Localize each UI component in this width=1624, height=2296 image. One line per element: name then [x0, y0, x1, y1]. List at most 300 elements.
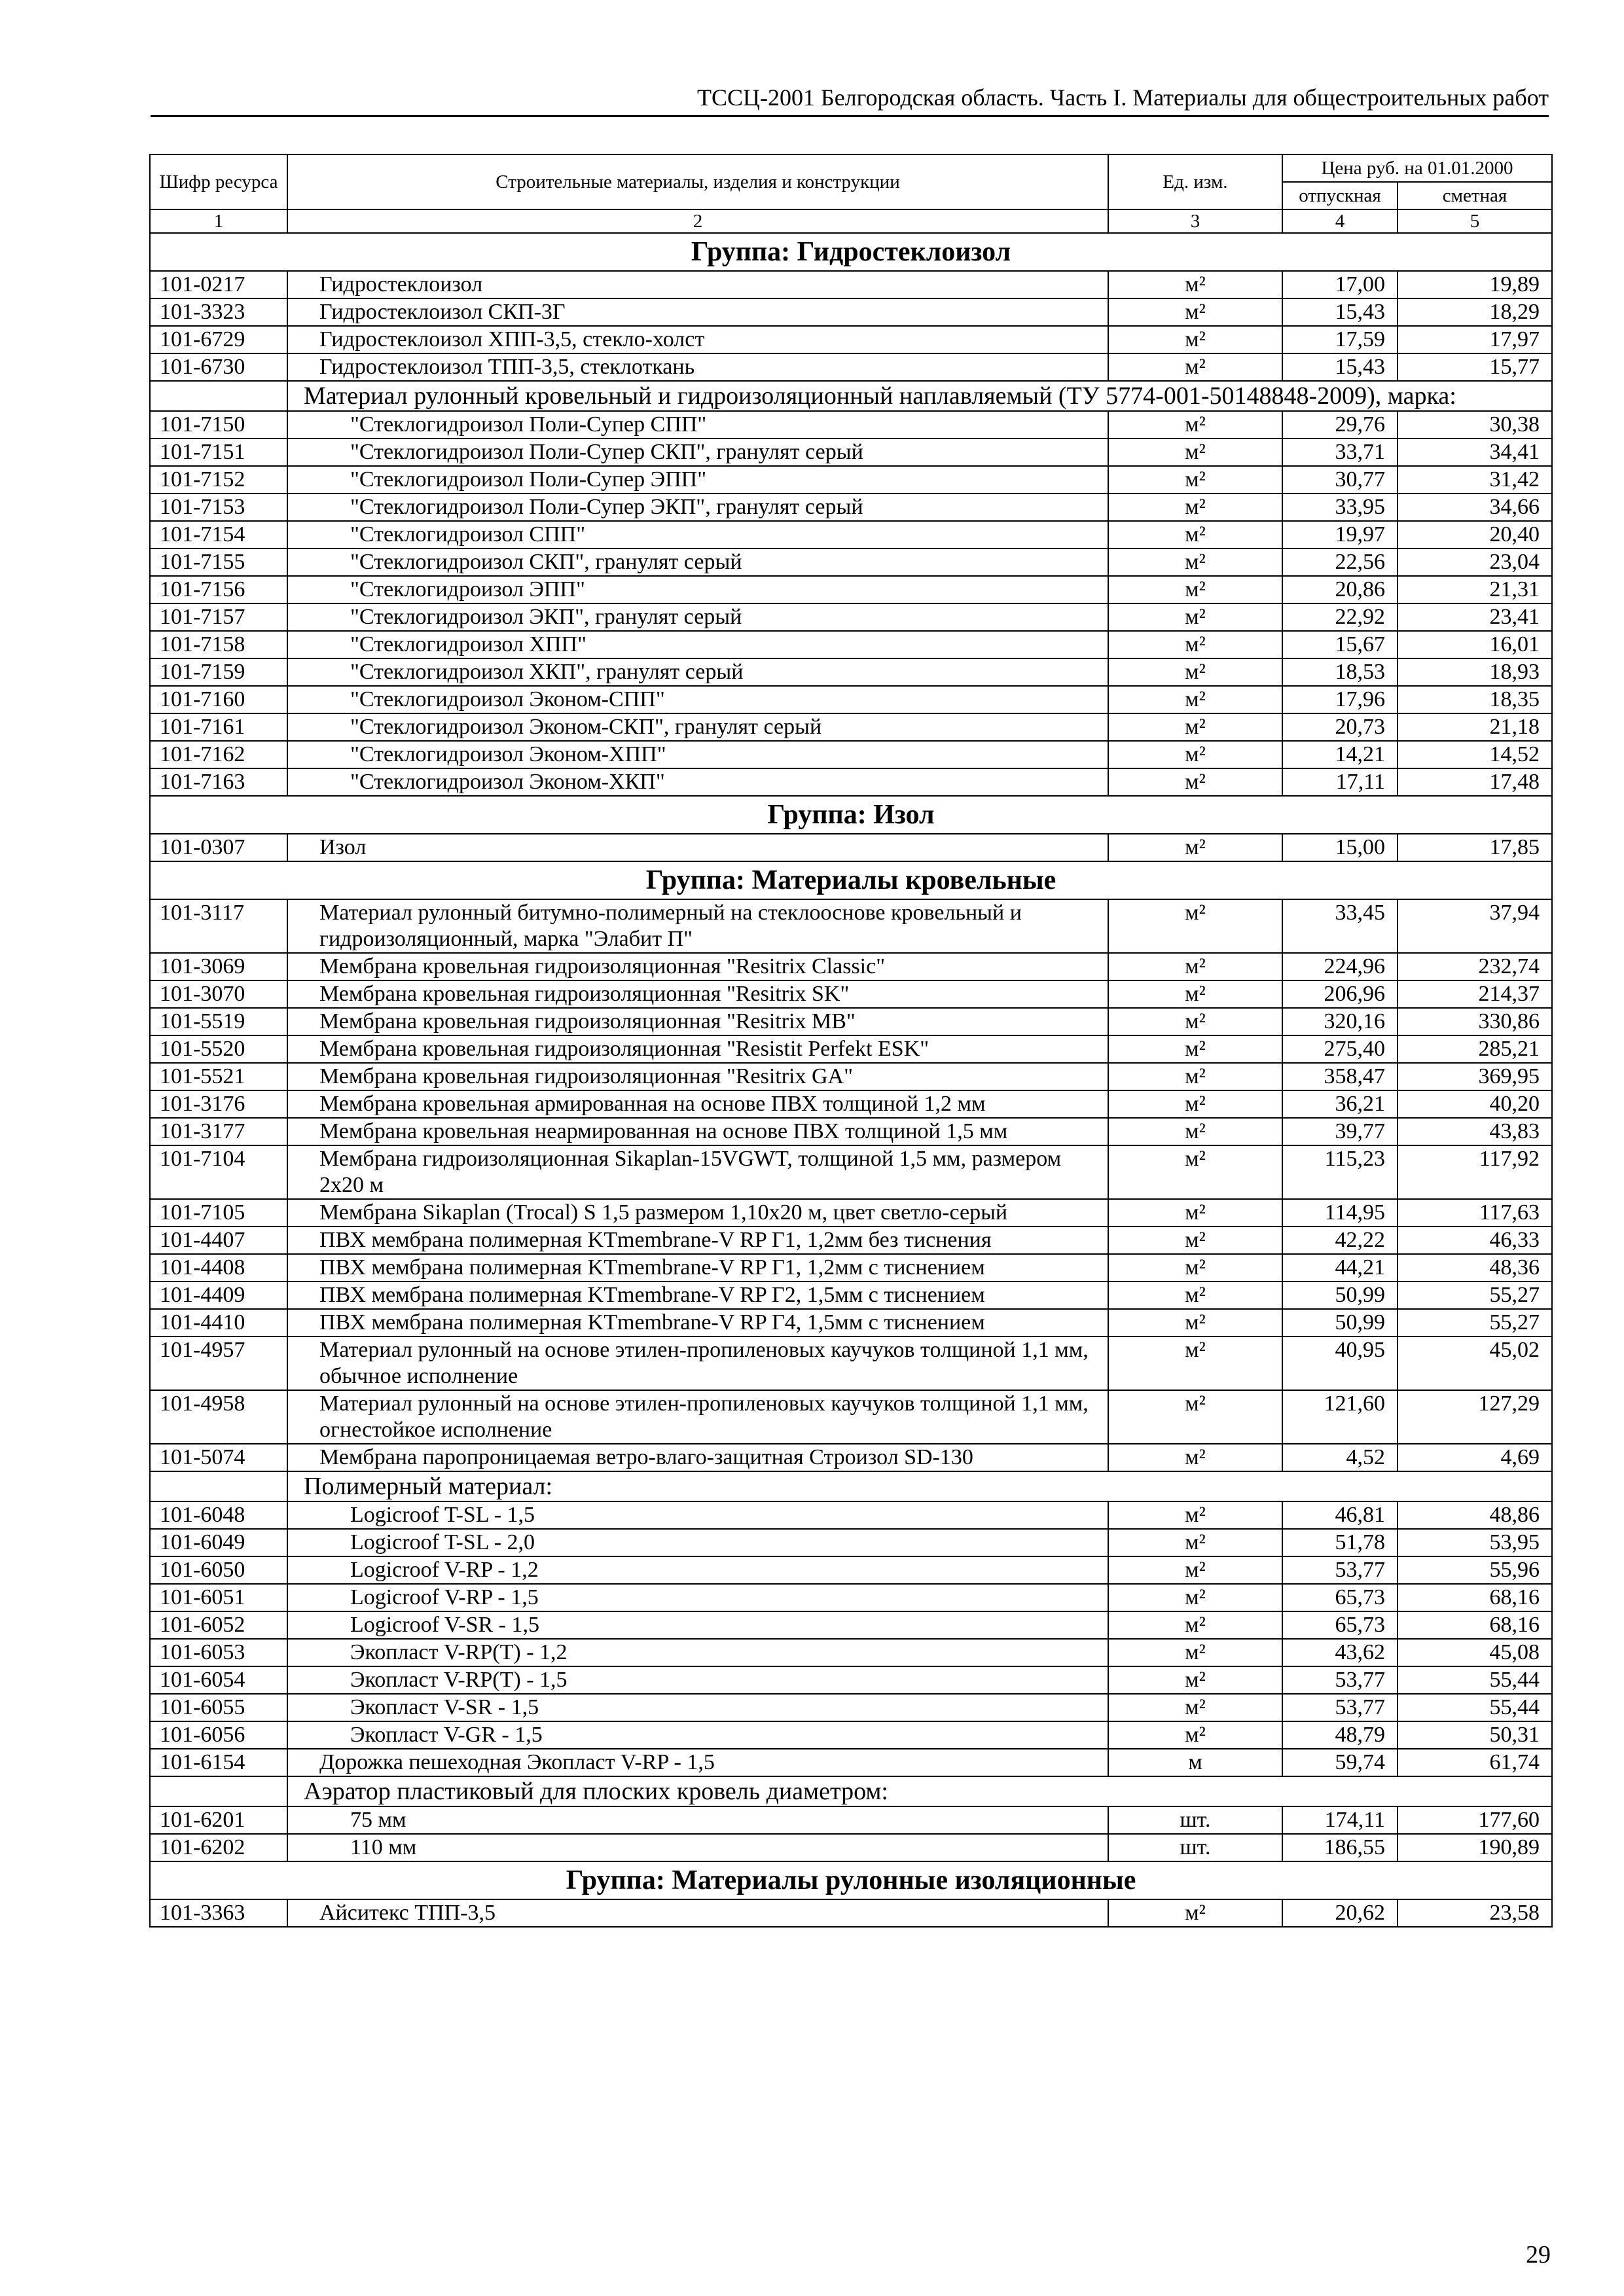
table-row — [150, 1336, 1552, 1390]
material-name: Мембрана кровельная гидроизоляционная "Resistit Perfekt ESK" — [287, 1035, 1108, 1063]
table-row — [150, 1899, 1552, 1927]
release-price: 43,62 — [1282, 1639, 1398, 1666]
table-row — [150, 1806, 1552, 1834]
material-name: Мембрана паропроницаемая ветро-влаго-защитная Строизол SD-130 — [287, 1444, 1108, 1471]
estimate-price: 19,89 — [1398, 271, 1552, 298]
release-price: 206,96 — [1282, 980, 1398, 1008]
unit-of-measure: м² — [1108, 298, 1282, 326]
release-price: 48,79 — [1282, 1721, 1398, 1749]
resource-code: 101-7151 — [150, 439, 287, 466]
estimate-price: 34,66 — [1398, 493, 1552, 521]
material-name: Logicroof V-RP - 1,2 — [287, 1556, 1108, 1584]
unit-of-measure: м² — [1108, 631, 1282, 658]
estimate-price: 117,63 — [1398, 1199, 1552, 1227]
estimate-price: 55,27 — [1398, 1309, 1552, 1336]
col-number: 1 — [150, 209, 287, 233]
estimate-price: 45,02 — [1398, 1336, 1552, 1390]
table-row — [150, 1501, 1552, 1529]
estimate-price: 61,74 — [1398, 1749, 1552, 1776]
estimate-price: 46,33 — [1398, 1227, 1552, 1254]
resource-code: 101-7162 — [150, 741, 287, 768]
resource-code: 101-6729 — [150, 326, 287, 353]
table-row — [150, 899, 1552, 953]
resource-code: 101-5521 — [150, 1063, 287, 1090]
resource-code: 101-6048 — [150, 1501, 287, 1529]
unit-of-measure: м² — [1108, 521, 1282, 548]
unit-of-measure: м — [1108, 1749, 1282, 1776]
release-price: 121,60 — [1282, 1390, 1398, 1444]
unit-of-measure: м² — [1108, 1118, 1282, 1145]
col-header-code: Шифр ресурса — [150, 154, 287, 209]
release-price: 30,77 — [1282, 466, 1398, 493]
table-row — [150, 493, 1552, 521]
material-name: Мембрана кровельная гидроизоляционная "Resitrix MB" — [287, 1008, 1108, 1035]
material-name: Материал рулонный на основе этилен-пропиленовых каучуков толщиной 1,1 мм, обычное исполнение — [287, 1336, 1108, 1390]
subtitle-text: Полимерный материал: — [287, 1471, 1552, 1501]
material-name: "Стеклогидроизол Поли-Супер ЭПП" — [287, 466, 1108, 493]
unit-of-measure: м² — [1108, 1721, 1282, 1749]
subtitle-blank-cell — [150, 1471, 287, 1501]
release-price: 22,92 — [1282, 603, 1398, 631]
material-name: "Стеклогидроизол СПП" — [287, 521, 1108, 548]
material-name: Гидростеклоизол СКП-3Г — [287, 298, 1108, 326]
table-row — [150, 1090, 1552, 1118]
resource-code: 101-4409 — [150, 1282, 287, 1309]
release-price: 65,73 — [1282, 1584, 1398, 1611]
subtitle-row — [150, 1471, 1552, 1501]
unit-of-measure: м² — [1108, 576, 1282, 603]
col-header-name: Строительные материалы, изделия и конструкции — [287, 154, 1108, 209]
unit-of-measure: м² — [1108, 1556, 1282, 1584]
material-name: Logicroof V-SR - 1,5 — [287, 1611, 1108, 1639]
table-row — [150, 631, 1552, 658]
release-price: 50,99 — [1282, 1309, 1398, 1336]
estimate-price: 68,16 — [1398, 1611, 1552, 1639]
estimate-price: 4,69 — [1398, 1444, 1552, 1471]
resource-code: 101-3117 — [150, 899, 287, 953]
unit-of-measure: м² — [1108, 1584, 1282, 1611]
resource-code: 101-4410 — [150, 1309, 287, 1336]
table-row — [150, 1227, 1552, 1254]
estimate-price: 48,36 — [1398, 1254, 1552, 1282]
table-row — [150, 353, 1552, 381]
estimate-price: 232,74 — [1398, 953, 1552, 980]
release-price: 17,96 — [1282, 686, 1398, 713]
resource-code: 101-4408 — [150, 1254, 287, 1282]
material-name: "Стеклогидроизол Поли-Супер ЭКП", гранулят серый — [287, 493, 1108, 521]
release-price: 53,77 — [1282, 1556, 1398, 1584]
table-row — [150, 439, 1552, 466]
unit-of-measure: м² — [1108, 1611, 1282, 1639]
release-price: 174,11 — [1282, 1806, 1398, 1834]
col-number: 3 — [1108, 209, 1282, 233]
estimate-price: 15,77 — [1398, 353, 1552, 381]
unit-of-measure: шт. — [1108, 1834, 1282, 1861]
resource-code: 101-5519 — [150, 1008, 287, 1035]
table-row — [150, 1145, 1552, 1199]
estimate-price: 55,96 — [1398, 1556, 1552, 1584]
estimate-price: 21,18 — [1398, 713, 1552, 741]
material-name: Гидростеклоизол — [287, 271, 1108, 298]
unit-of-measure: шт. — [1108, 1806, 1282, 1834]
estimate-price: 18,29 — [1398, 298, 1552, 326]
material-name: Экопласт V-GR - 1,5 — [287, 1721, 1108, 1749]
estimate-price: 45,08 — [1398, 1639, 1552, 1666]
table-row — [150, 1035, 1552, 1063]
unit-of-measure: м² — [1108, 658, 1282, 686]
estimate-price: 17,85 — [1398, 834, 1552, 861]
estimate-price: 17,48 — [1398, 768, 1552, 796]
estimate-price: 55,44 — [1398, 1666, 1552, 1694]
unit-of-measure: м² — [1108, 1145, 1282, 1199]
resource-code: 101-6730 — [150, 353, 287, 381]
table-row — [150, 1639, 1552, 1666]
resource-code: 101-6201 — [150, 1806, 287, 1834]
table-row — [150, 1118, 1552, 1145]
subtitle-row — [150, 381, 1552, 411]
unit-of-measure: м² — [1108, 1063, 1282, 1090]
release-price: 46,81 — [1282, 1501, 1398, 1529]
estimate-price: 16,01 — [1398, 631, 1552, 658]
group-heading: Группа: Гидростеклоизол — [150, 233, 1552, 271]
release-price: 53,77 — [1282, 1694, 1398, 1721]
release-price: 59,74 — [1282, 1749, 1398, 1776]
table-row — [150, 1529, 1552, 1556]
release-price: 115,23 — [1282, 1145, 1398, 1199]
resource-code: 101-3070 — [150, 980, 287, 1008]
table-row — [150, 686, 1552, 713]
release-price: 33,45 — [1282, 899, 1398, 953]
table-row — [150, 741, 1552, 768]
material-name: Мембрана кровельная гидроизоляционная "Resitrix Classic" — [287, 953, 1108, 980]
unit-of-measure: м² — [1108, 1639, 1282, 1666]
release-price: 4,52 — [1282, 1444, 1398, 1471]
table-row — [150, 1282, 1552, 1309]
table-row — [150, 1254, 1552, 1282]
group-heading-row — [150, 233, 1552, 271]
estimate-price: 214,37 — [1398, 980, 1552, 1008]
release-price: 275,40 — [1282, 1035, 1398, 1063]
estimate-price: 18,93 — [1398, 658, 1552, 686]
resource-code: 101-6051 — [150, 1584, 287, 1611]
material-name: Материал рулонный на основе этилен-пропиленовых каучуков толщиной 1,1 мм, огнестойкое исполнение — [287, 1390, 1108, 1444]
estimate-price: 40,20 — [1398, 1090, 1552, 1118]
material-name: ПВХ мембрана полимерная KTmembrane-V RP Г1, 1,2мм с тиснением — [287, 1254, 1108, 1282]
unit-of-measure: м² — [1108, 834, 1282, 861]
release-price: 29,76 — [1282, 411, 1398, 439]
col-header-price-group: Цена руб. на 01.01.2000 — [1282, 154, 1552, 182]
material-name: "Стеклогидроизол ЭКП", гранулят серый — [287, 603, 1108, 631]
estimate-price: 23,04 — [1398, 548, 1552, 576]
material-name: ПВХ мембрана полимерная KTmembrane-V RP Г4, 1,5мм с тиснением — [287, 1309, 1108, 1336]
estimate-price: 369,95 — [1398, 1063, 1552, 1090]
release-price: 358,47 — [1282, 1063, 1398, 1090]
col-header-price-release: отпускная — [1282, 182, 1398, 209]
release-price: 320,16 — [1282, 1008, 1398, 1035]
material-name: Материал рулонный битумно-полимерный на стеклооснове кровельный и гидроизоляционный, марка "Элабит П" — [287, 899, 1108, 953]
page-header-title: ТССЦ-2001 Белгородская область. Часть I. Материалы для общестроительных работ — [697, 84, 1549, 111]
material-name: ПВХ мембрана полимерная KTmembrane-V RP Г1, 1,2мм без тиснения — [287, 1227, 1108, 1254]
resource-code: 101-3069 — [150, 953, 287, 980]
table-row — [150, 658, 1552, 686]
table-row — [150, 576, 1552, 603]
estimate-price: 31,42 — [1398, 466, 1552, 493]
release-price: 18,53 — [1282, 658, 1398, 686]
material-name: Мембрана кровельная гидроизоляционная "Resitrix GA" — [287, 1063, 1108, 1090]
resource-code: 101-6202 — [150, 1834, 287, 1861]
group-heading: Группа: Материалы кровельные — [150, 861, 1552, 899]
page-header — [151, 82, 1549, 117]
unit-of-measure: м² — [1108, 768, 1282, 796]
table-row — [150, 1309, 1552, 1336]
estimate-price: 23,41 — [1398, 603, 1552, 631]
material-name: ПВХ мембрана полимерная KTmembrane-V RP Г2, 1,5мм с тиснением — [287, 1282, 1108, 1309]
unit-of-measure: м² — [1108, 411, 1282, 439]
material-name: Мембрана Sikaplan (Trocal) S 1,5 размером 1,10х20 м, цвет светло-серый — [287, 1199, 1108, 1227]
table-row — [150, 1556, 1552, 1584]
estimate-price: 50,31 — [1398, 1721, 1552, 1749]
unit-of-measure: м² — [1108, 1282, 1282, 1309]
table-row — [150, 521, 1552, 548]
unit-of-measure: м² — [1108, 1008, 1282, 1035]
release-price: 36,21 — [1282, 1090, 1398, 1118]
resource-code: 101-6049 — [150, 1529, 287, 1556]
material-name: Гидростеклоизол ТПП-3,5, стеклоткань — [287, 353, 1108, 381]
release-price: 17,59 — [1282, 326, 1398, 353]
material-name: Экопласт V-SR - 1,5 — [287, 1694, 1108, 1721]
resource-code: 101-0217 — [150, 271, 287, 298]
col-number: 5 — [1398, 209, 1552, 233]
estimate-price: 177,60 — [1398, 1806, 1552, 1834]
resource-code: 101-4958 — [150, 1390, 287, 1444]
unit-of-measure: м² — [1108, 1694, 1282, 1721]
resource-code: 101-6053 — [150, 1639, 287, 1666]
table-row — [150, 1611, 1552, 1639]
unit-of-measure: м² — [1108, 1899, 1282, 1927]
estimate-price: 30,38 — [1398, 411, 1552, 439]
release-price: 50,99 — [1282, 1282, 1398, 1309]
group-heading-row — [150, 796, 1552, 834]
material-name: Logicroof T-SL - 1,5 — [287, 1501, 1108, 1529]
estimate-price: 18,35 — [1398, 686, 1552, 713]
unit-of-measure: м² — [1108, 686, 1282, 713]
subtitle-text: Материал рулонный кровельный и гидроизоляционный наплавляемый (ТУ 5774-001-50148848-2009), марка: — [287, 381, 1552, 411]
material-name: "Стеклогидроизол Эконом-СКП", гранулят серый — [287, 713, 1108, 741]
table-row — [150, 1694, 1552, 1721]
table-row — [150, 411, 1552, 439]
unit-of-measure: м² — [1108, 1529, 1282, 1556]
resource-code: 101-7104 — [150, 1145, 287, 1199]
estimate-price: 20,40 — [1398, 521, 1552, 548]
resource-code: 101-7160 — [150, 686, 287, 713]
group-heading-row — [150, 861, 1552, 899]
table-row — [150, 768, 1552, 796]
resource-code: 101-7105 — [150, 1199, 287, 1227]
material-name: Мембрана гидроизоляционная Sikaplan-15VGWT, толщиной 1,5 мм, размером 2х20 м — [287, 1145, 1108, 1199]
estimate-price: 23,58 — [1398, 1899, 1552, 1927]
resource-code: 101-4957 — [150, 1336, 287, 1390]
unit-of-measure: м² — [1108, 493, 1282, 521]
group-heading: Группа: Материалы рулонные изоляционные — [150, 1861, 1552, 1899]
release-price: 186,55 — [1282, 1834, 1398, 1861]
release-price: 20,73 — [1282, 713, 1398, 741]
unit-of-measure: м² — [1108, 899, 1282, 953]
material-name: Экопласт V-RP(T) - 1,2 — [287, 1639, 1108, 1666]
material-name: Айситекс ТПП-3,5 — [287, 1899, 1108, 1927]
resource-code: 101-7158 — [150, 631, 287, 658]
release-price: 224,96 — [1282, 953, 1398, 980]
unit-of-measure: м² — [1108, 1336, 1282, 1390]
material-name: Logicroof T-SL - 2,0 — [287, 1529, 1108, 1556]
group-heading-row — [150, 1861, 1552, 1899]
material-name: Мембрана кровельная неармированная на основе ПВХ толщиной 1,5 мм — [287, 1118, 1108, 1145]
material-name: Logicroof V-RP - 1,5 — [287, 1584, 1108, 1611]
subtitle-blank-cell — [150, 381, 287, 411]
unit-of-measure: м² — [1108, 1227, 1282, 1254]
table-row — [150, 1584, 1552, 1611]
price-table-wrapper — [149, 154, 1551, 1928]
table-row — [150, 1390, 1552, 1444]
material-name: "Стеклогидроизол Поли-Супер СКП", гранулят серый — [287, 439, 1108, 466]
resource-code: 101-6154 — [150, 1749, 287, 1776]
estimate-price: 53,95 — [1398, 1529, 1552, 1556]
table-row — [150, 953, 1552, 980]
resource-code: 101-5074 — [150, 1444, 287, 1471]
col-number: 2 — [287, 209, 1108, 233]
estimate-price: 190,89 — [1398, 1834, 1552, 1861]
release-price: 22,56 — [1282, 548, 1398, 576]
unit-of-measure: м² — [1108, 713, 1282, 741]
material-name: "Стеклогидроизол СКП", гранулят серый — [287, 548, 1108, 576]
unit-of-measure: м² — [1108, 1390, 1282, 1444]
subtitle-row — [150, 1776, 1552, 1806]
release-price: 44,21 — [1282, 1254, 1398, 1282]
estimate-price: 37,94 — [1398, 899, 1552, 953]
unit-of-measure: м² — [1108, 1199, 1282, 1227]
resource-code: 101-6054 — [150, 1666, 287, 1694]
table-row — [150, 1666, 1552, 1694]
resource-code: 101-7156 — [150, 576, 287, 603]
unit-of-measure: м² — [1108, 1444, 1282, 1471]
material-name: "Стеклогидроизол Эконом-СПП" — [287, 686, 1108, 713]
release-price: 53,77 — [1282, 1666, 1398, 1694]
resource-code: 101-3176 — [150, 1090, 287, 1118]
unit-of-measure: м² — [1108, 1254, 1282, 1282]
release-price: 40,95 — [1282, 1336, 1398, 1390]
table-row — [150, 980, 1552, 1008]
release-price: 33,95 — [1282, 493, 1398, 521]
unit-of-measure: м² — [1108, 466, 1282, 493]
material-name: Мембрана кровельная гидроизоляционная "Resitrix SK" — [287, 980, 1108, 1008]
material-name: 75 мм — [287, 1806, 1108, 1834]
resource-code: 101-3323 — [150, 298, 287, 326]
resource-code: 101-7159 — [150, 658, 287, 686]
material-name: Изол — [287, 834, 1108, 861]
page-number: 29 — [1526, 2241, 1551, 2269]
release-price: 15,67 — [1282, 631, 1398, 658]
table-row — [150, 1008, 1552, 1035]
col-header-unit: Ед. изм. — [1108, 154, 1282, 209]
resource-code: 101-7157 — [150, 603, 287, 631]
material-name: "Стеклогидроизол Эконом-ХКП" — [287, 768, 1108, 796]
unit-of-measure: м² — [1108, 1035, 1282, 1063]
unit-of-measure: м² — [1108, 548, 1282, 576]
resource-code: 101-5520 — [150, 1035, 287, 1063]
resource-code: 101-6056 — [150, 1721, 287, 1749]
resource-code: 101-7154 — [150, 521, 287, 548]
release-price: 42,22 — [1282, 1227, 1398, 1254]
col-number: 4 — [1282, 209, 1398, 233]
unit-of-measure: м² — [1108, 353, 1282, 381]
estimate-price: 285,21 — [1398, 1035, 1552, 1063]
release-price: 20,86 — [1282, 576, 1398, 603]
material-name: 110 мм — [287, 1834, 1108, 1861]
resource-code: 101-7150 — [150, 411, 287, 439]
unit-of-measure: м² — [1108, 1666, 1282, 1694]
estimate-price: 127,29 — [1398, 1390, 1552, 1444]
release-price: 51,78 — [1282, 1529, 1398, 1556]
release-price: 17,00 — [1282, 271, 1398, 298]
estimate-price: 17,97 — [1398, 326, 1552, 353]
resource-code: 101-3177 — [150, 1118, 287, 1145]
table-row — [150, 603, 1552, 631]
unit-of-measure: м² — [1108, 439, 1282, 466]
release-price: 19,97 — [1282, 521, 1398, 548]
release-price: 33,71 — [1282, 439, 1398, 466]
unit-of-measure: м² — [1108, 326, 1282, 353]
table-row — [150, 1444, 1552, 1471]
col-header-price-estimate: сметная — [1398, 182, 1552, 209]
table-row — [150, 298, 1552, 326]
resource-code: 101-7163 — [150, 768, 287, 796]
estimate-price: 48,86 — [1398, 1501, 1552, 1529]
resource-code: 101-6050 — [150, 1556, 287, 1584]
material-name: "Стеклогидроизол ХПП" — [287, 631, 1108, 658]
unit-of-measure: м² — [1108, 980, 1282, 1008]
release-price: 65,73 — [1282, 1611, 1398, 1639]
resource-code: 101-6055 — [150, 1694, 287, 1721]
resource-code: 101-4407 — [150, 1227, 287, 1254]
table-row — [150, 1063, 1552, 1090]
unit-of-measure: м² — [1108, 603, 1282, 631]
unit-of-measure: м² — [1108, 1501, 1282, 1529]
release-price: 15,43 — [1282, 353, 1398, 381]
material-name: Дорожка пешеходная Экопласт V-RP - 1,5 — [287, 1749, 1108, 1776]
material-name: "Стеклогидроизол ЭПП" — [287, 576, 1108, 603]
group-heading: Группа: Изол — [150, 796, 1552, 834]
material-name: "Стеклогидроизол Поли-Супер СПП" — [287, 411, 1108, 439]
estimate-price: 330,86 — [1398, 1008, 1552, 1035]
table-row — [150, 834, 1552, 861]
estimate-price: 21,31 — [1398, 576, 1552, 603]
unit-of-measure: м² — [1108, 271, 1282, 298]
release-price: 114,95 — [1282, 1199, 1398, 1227]
estimate-price: 68,16 — [1398, 1584, 1552, 1611]
table-row — [150, 1199, 1552, 1227]
material-name: Мембрана кровельная армированная на основе ПВХ толщиной 1,2 мм — [287, 1090, 1108, 1118]
estimate-price: 55,44 — [1398, 1694, 1552, 1721]
price-table — [149, 154, 1553, 1928]
release-price: 20,62 — [1282, 1899, 1398, 1927]
subtitle-blank-cell — [150, 1776, 287, 1806]
table-row — [150, 271, 1552, 298]
release-price: 39,77 — [1282, 1118, 1398, 1145]
resource-code: 101-0307 — [150, 834, 287, 861]
estimate-price: 34,41 — [1398, 439, 1552, 466]
resource-code: 101-7161 — [150, 713, 287, 741]
table-row — [150, 713, 1552, 741]
resource-code: 101-7152 — [150, 466, 287, 493]
